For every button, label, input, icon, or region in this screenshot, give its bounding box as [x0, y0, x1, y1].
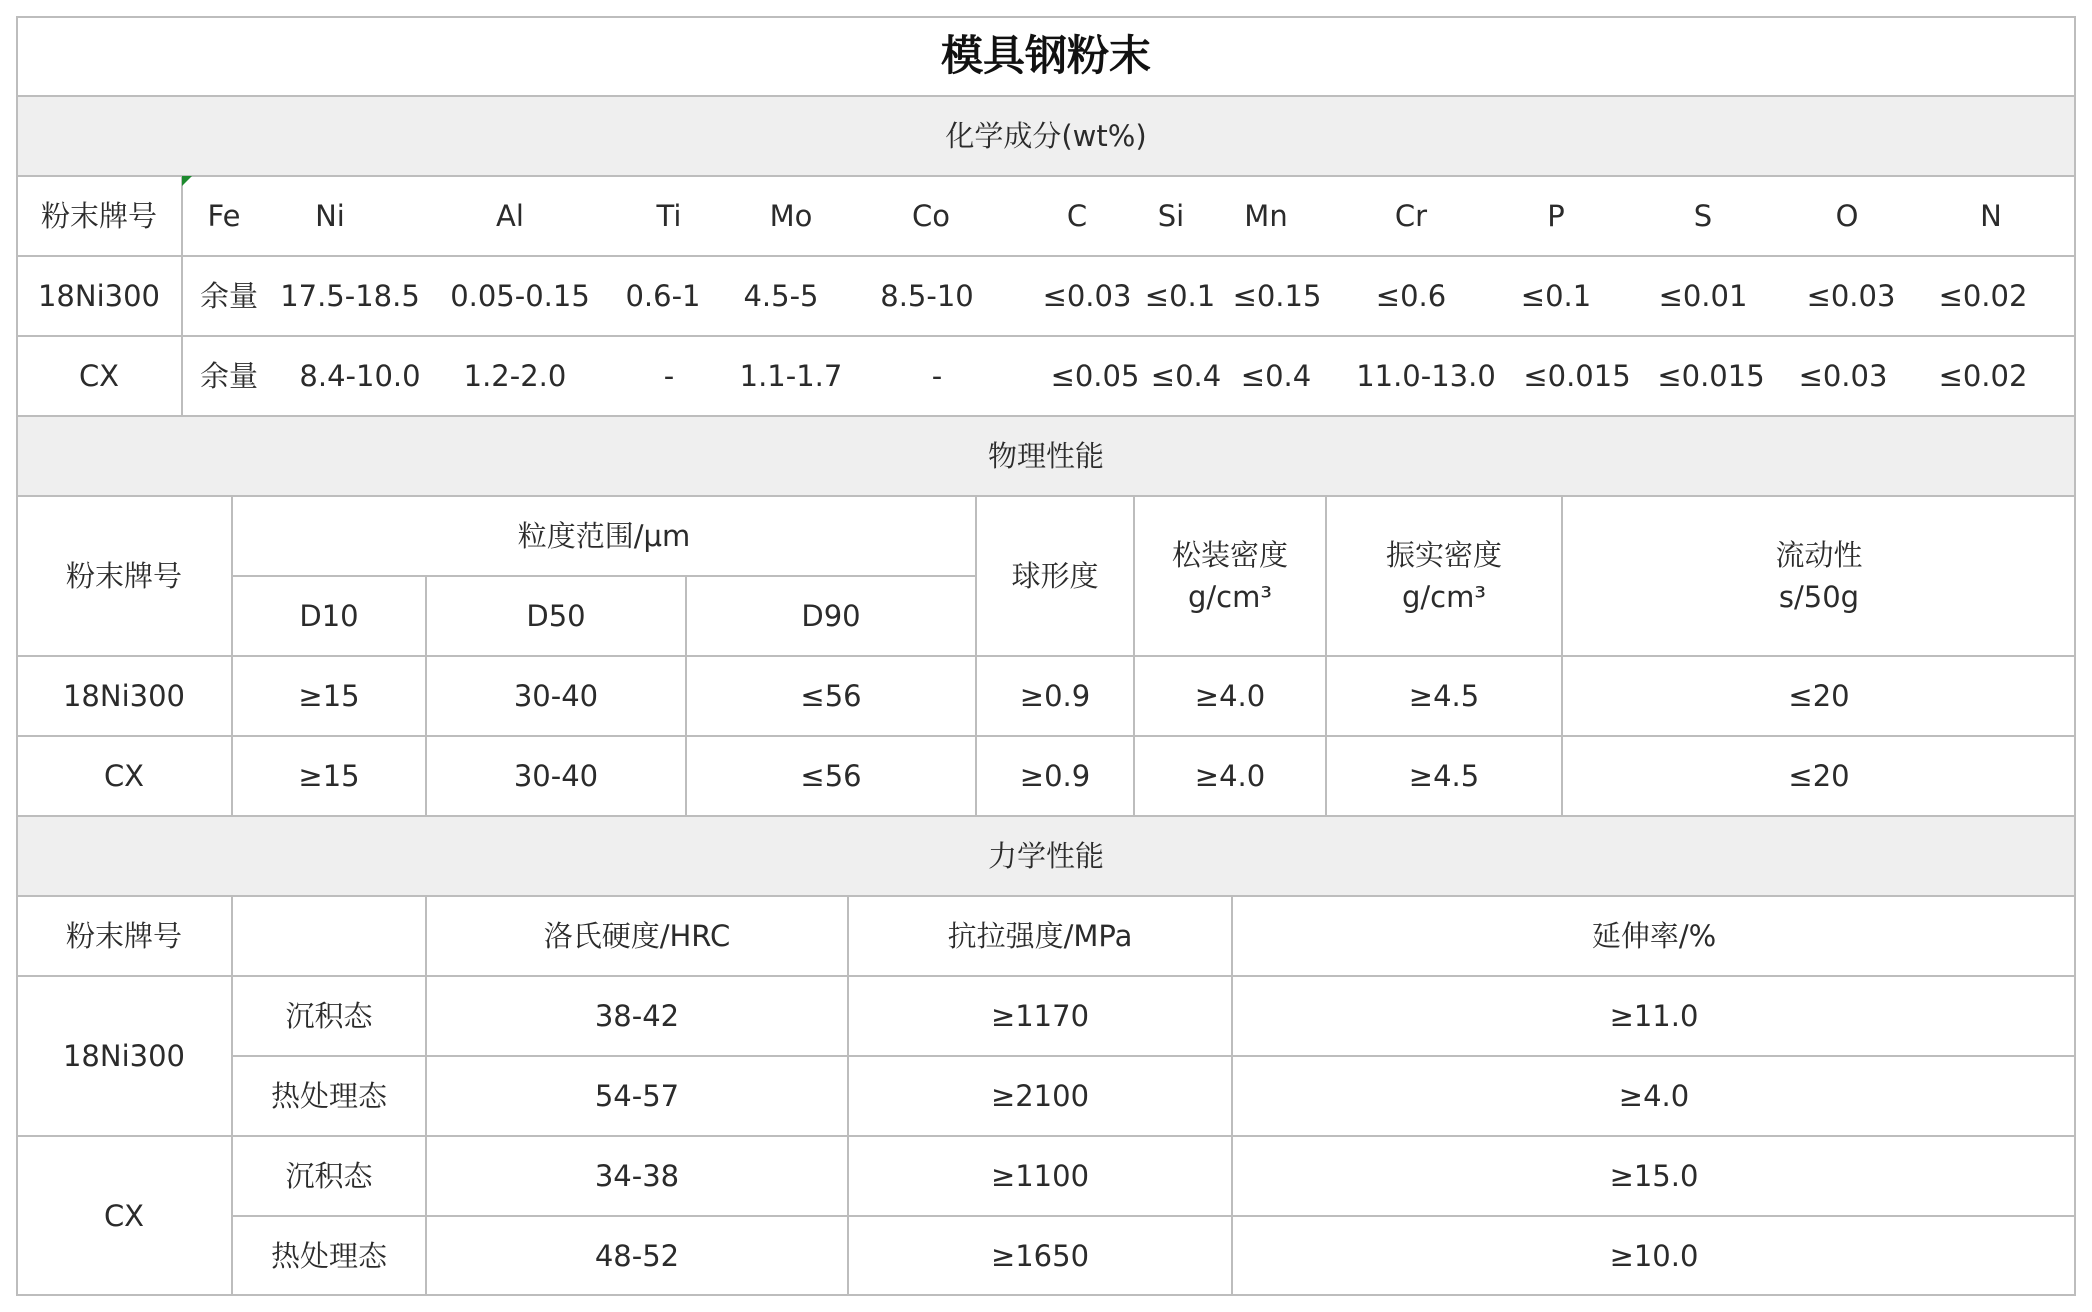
page-title: 模具钢粉末 [940, 30, 1151, 80]
mechanical-state: 沉积态 [285, 1158, 373, 1193]
composition-value: ≤0.1 [1144, 278, 1216, 313]
mechanical-hardness: 48-52 [594, 1238, 680, 1273]
composition-value: ≤0.4 [1150, 358, 1222, 393]
mechanical-elongation: ≥4.0 [1618, 1078, 1690, 1113]
tap-density-unit: g/cm³ [1402, 580, 1486, 614]
elongation-header: 延伸率/% [1591, 918, 1717, 953]
element-header: Mn [1244, 198, 1288, 233]
physical-d50: 30-40 [513, 758, 599, 793]
composition-value: ≤0.03 [1042, 278, 1132, 313]
composition-value: 11.0-13.0 [1356, 358, 1496, 393]
physical-grade: 18Ni300 [62, 678, 185, 713]
hardness-header: 洛氏硬度/HRC [543, 918, 731, 953]
composition-grade: 18Ni300 [37, 278, 160, 313]
composition-value: ≤0.4 [1240, 358, 1312, 393]
mechanical-header: 力学性能 [987, 838, 1104, 873]
physical-grade: CX [103, 758, 145, 793]
element-header: Co [912, 198, 950, 233]
element-header: Ni [315, 198, 345, 233]
composition-value: 0.05-0.15 [450, 278, 590, 313]
mechanical-grade: CX [103, 1198, 145, 1233]
mechanical-grade-label: 粉末牌号 [65, 918, 182, 953]
particle-range-header: 粒度范围/μm [517, 518, 691, 553]
mechanical-hardness: 54-57 [594, 1078, 680, 1113]
element-header: Cr [1394, 198, 1428, 233]
physical-flow: ≤20 [1788, 758, 1850, 793]
mechanical-tensile: ≥2100 [990, 1078, 1090, 1113]
physical-bulk: ≥4.0 [1194, 678, 1266, 713]
mechanical-elongation: ≥15.0 [1609, 1158, 1699, 1193]
flowability-label: 流动性 [1775, 537, 1863, 572]
composition-value: 17.5-18.5 [280, 278, 420, 313]
composition-value: ≤0.015 [1657, 358, 1765, 393]
mechanical-tensile: ≥1170 [990, 998, 1090, 1033]
mechanical-state: 热处理态 [270, 1078, 387, 1113]
physical-sphericity: ≥0.9 [1019, 758, 1091, 793]
mechanical-state: 沉积态 [285, 998, 373, 1033]
composition-value: ≤0.02 [1938, 358, 2028, 393]
physical-d90: ≤56 [800, 678, 862, 713]
composition-value: - [931, 358, 943, 393]
d90-header: D90 [801, 598, 861, 633]
element-header: Si [1157, 198, 1185, 233]
mechanical-elongation: ≥11.0 [1609, 998, 1699, 1033]
bulk-density-label: 松装密度 [1171, 537, 1288, 572]
composition-value: ≤0.01 [1658, 278, 1748, 313]
composition-value: 余量 [199, 278, 258, 313]
composition-value: 1.2-2.0 [463, 358, 567, 393]
physical-header: 物理性能 [987, 438, 1104, 473]
composition-value: 8.4-10.0 [299, 358, 421, 393]
composition-value: 1.1-1.7 [739, 358, 843, 393]
physical-flow: ≤20 [1788, 678, 1850, 713]
composition-grade-label: 粉末牌号 [40, 198, 157, 233]
composition-value: - [663, 358, 675, 393]
element-header: Ti [656, 198, 682, 233]
composition-value: ≤0.015 [1523, 358, 1631, 393]
element-header: Fe [207, 198, 241, 233]
element-header: N [1980, 198, 2002, 233]
mechanical-tensile: ≥1100 [990, 1158, 1090, 1193]
composition-value: 0.6-1 [625, 278, 701, 313]
mechanical-tensile: ≥1650 [990, 1238, 1090, 1273]
mechanical-hardness: 34-38 [594, 1158, 680, 1193]
powder-spec-table [16, 16, 2076, 1296]
bulk-density-unit: g/cm³ [1188, 580, 1272, 614]
element-header: C [1066, 198, 1088, 233]
composition-value: ≤0.02 [1938, 278, 2028, 313]
composition-value: ≤0.05 [1050, 358, 1140, 393]
composition-value: ≤0.6 [1375, 278, 1447, 313]
tap-density-label: 振实密度 [1385, 537, 1502, 572]
bulk-density-header [1134, 496, 1326, 656]
composition-value: 余量 [199, 358, 258, 393]
composition-value: ≤0.03 [1806, 278, 1896, 313]
flowability-unit: s/50g [1778, 580, 1860, 614]
physical-tap: ≥4.5 [1408, 678, 1480, 713]
d10-header: D10 [299, 598, 359, 633]
cell-comment-marker [182, 176, 192, 186]
composition-header: 化学成分(wt%) [945, 118, 1147, 153]
physical-tap: ≥4.5 [1408, 758, 1480, 793]
element-header: S [1693, 198, 1713, 233]
element-header: O [1835, 198, 1859, 233]
physical-d50: 30-40 [513, 678, 599, 713]
physical-sphericity: ≥0.9 [1019, 678, 1091, 713]
sphericity-header: 球形度 [1011, 558, 1099, 593]
physical-bulk: ≥4.0 [1194, 758, 1266, 793]
physical-grade-label: 粉末牌号 [65, 558, 182, 593]
mechanical-elongation: ≥10.0 [1609, 1238, 1699, 1273]
mechanical-hardness: 38-42 [594, 998, 680, 1033]
physical-d90: ≤56 [800, 758, 862, 793]
d50-header: D50 [526, 598, 586, 633]
mechanical-grade: 18Ni300 [62, 1038, 185, 1073]
physical-d10: ≥15 [298, 758, 360, 793]
composition-value: 8.5-10 [880, 278, 974, 313]
element-header: Al [496, 198, 524, 233]
element-header: Mo [769, 198, 813, 233]
flowability-header [1562, 496, 2076, 656]
physical-d10: ≥15 [298, 678, 360, 713]
composition-value: ≤0.03 [1798, 358, 1888, 393]
composition-grade: CX [78, 358, 120, 393]
composition-value: ≤0.1 [1520, 278, 1592, 313]
mechanical-state: 热处理态 [270, 1238, 387, 1273]
tensile-header: 抗拉强度/MPa [947, 918, 1133, 953]
element-header: P [1547, 198, 1565, 233]
tap-density-header [1326, 496, 1562, 656]
composition-value: 4.5-5 [743, 278, 819, 313]
composition-value: ≤0.15 [1232, 278, 1322, 313]
